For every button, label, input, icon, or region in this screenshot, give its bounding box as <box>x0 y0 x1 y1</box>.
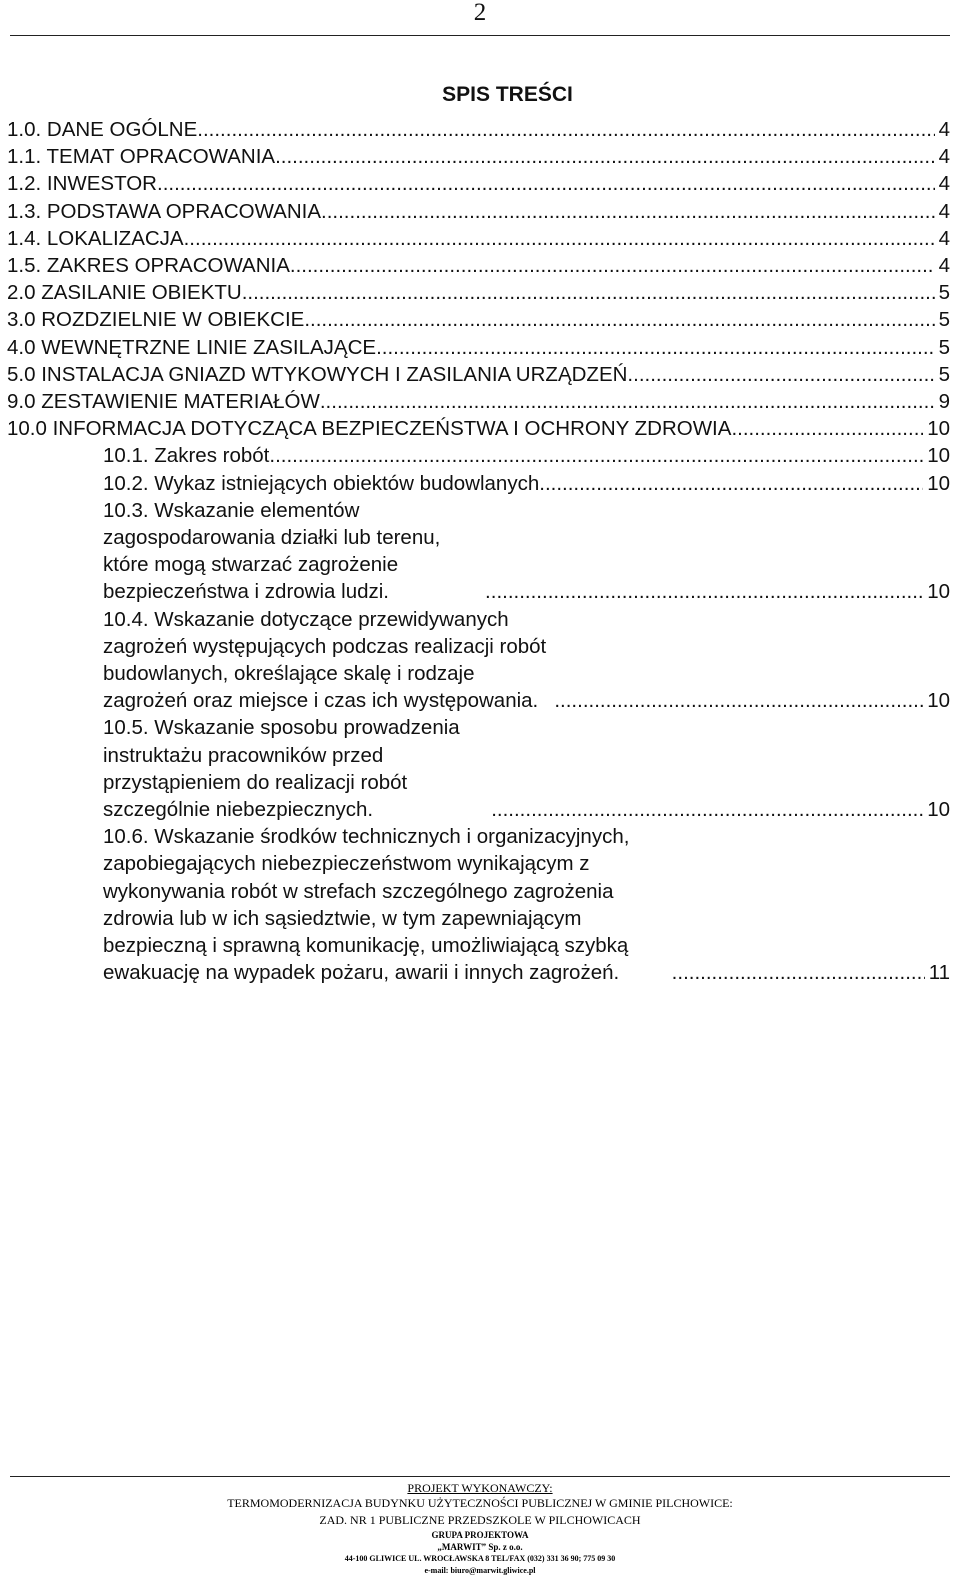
toc-leader-dots <box>275 442 923 469</box>
toc-entry-page: 5 <box>938 308 950 332</box>
toc-entry-page: 4 <box>938 145 950 169</box>
toc-entry-text: 5.0 INSTALACJA GNIAZD WTYKOWYCH I ZASILANIA URZĄDZEŃ <box>7 362 628 386</box>
toc-entry-page: 5 <box>938 362 950 386</box>
toc-entry-text: 1.1. TEMAT OPRACOWANIA <box>7 145 276 169</box>
toc-entry-text: 10.5. Wskazanie sposobu prowadzenia instruktażu pracowników przed przystąpieniem do realizacji robót szczególnie niebezpiecznych. <box>103 716 460 822</box>
footer-task: ZAD. NR 1 PUBLICZNE PRZEDSZKOLE W PILCHOWICACH <box>319 1513 641 1527</box>
toc-entry-page: 9 <box>938 390 950 414</box>
toc-entry[interactable] <box>7 606 950 715</box>
toc-entry-page: 10 <box>927 689 950 713</box>
toc-entry-text: 3.0 ROZDZIELNIE W OBIEKCIE <box>7 308 305 332</box>
footer-company-name: „MARWIT” Sp. z o.o. <box>437 1542 523 1552</box>
toc-entry-page: 4 <box>938 226 950 250</box>
toc-entry[interactable] <box>7 361 950 388</box>
toc-entry[interactable] <box>7 279 950 306</box>
toc-entry-text: 4.0 WEWNĘTRZNE LINIE ZASILAJĄCE <box>7 335 377 359</box>
toc-entry-text: 10.0 INFORMACJA DOTYCZĄCA BEZPIECZEŃSTWA I OCHRONY ZDROWIA <box>7 417 732 441</box>
toc-entry-page: 5 <box>938 281 950 305</box>
toc-entry[interactable] <box>7 497 950 606</box>
toc-entry-page: 4 <box>938 172 950 196</box>
toc-entry-text: 1.0. DANE OGÓLNE <box>7 118 198 141</box>
toc-entry-page: 10 <box>927 444 950 468</box>
toc-entry-text: 9.0 ZESTAWIENIE MATERIAŁÓW <box>7 390 320 414</box>
toc-leader-dots <box>627 361 934 388</box>
toc-leader-dots <box>672 959 925 986</box>
toc-leader-dots <box>184 225 935 252</box>
toc-entry-page: 4 <box>938 118 950 141</box>
footer <box>0 1481 960 1576</box>
toc-leader-dots <box>554 687 923 714</box>
toc-entry-text: 1.3. PODSTAWA OPRACOWANIA <box>7 199 322 223</box>
toc-entry[interactable] <box>7 823 950 986</box>
toc-entry-page: 10 <box>927 798 950 822</box>
toc-leader-dots <box>320 388 935 415</box>
toc-entry-text: 1.4. LOKALIZACJA <box>7 226 184 250</box>
toc-leader-dots <box>485 578 923 605</box>
toc-title: SPIS TREŚCI <box>442 83 573 106</box>
toc-entry-page: 4 <box>938 199 950 223</box>
header-divider <box>10 35 950 36</box>
toc-entry[interactable] <box>7 143 950 170</box>
table-of-contents <box>7 116 950 987</box>
toc-entry-text: 10.3. Wskazanie elementów zagospodarowania działki lub terenu, które mogą stwarzać zagrożenie bezpieczeństwa i zdrowia ludzi. <box>103 498 441 604</box>
toc-entry[interactable] <box>7 388 950 415</box>
toc-leader-dots <box>290 252 935 279</box>
toc-entry-text: 10.2. Wykaz istniejących obiektów budowlanych. <box>103 471 545 495</box>
page-number: 2 <box>473 0 487 26</box>
toc-entry[interactable] <box>7 252 950 279</box>
footer-project-title: TERMOMODERNIZACJA BUDYNKU UŻYTECZNOŚCI PUBLICZNEJ W GMINIE PILCHOWICE: <box>227 1496 733 1510</box>
toc-leader-dots <box>731 415 923 442</box>
toc-entry-text: 10.4. Wskazanie dotyczące przewidywanych zagrożeń występujących podczas realizacji robót budowlanych, określające skalę i rodzaje zagrożeń oraz miejsce i czas ich występowania. <box>103 607 547 713</box>
footer-address: 44-100 GLIWICE UL. WROCŁAWSKA 8 TEL/FAX (032) 331 36 90; 775 09 30 <box>344 1554 616 1563</box>
toc-entry-page: 10 <box>927 580 950 604</box>
toc-entry[interactable] <box>7 442 950 469</box>
toc-entry[interactable] <box>7 470 950 497</box>
footer-project-type: PROJEKT WYKONAWCZY: <box>407 1481 553 1495</box>
toc-entry[interactable] <box>7 198 950 225</box>
toc-leader-dots <box>304 306 934 333</box>
toc-leader-dots <box>197 116 934 143</box>
toc-entry-page: 10 <box>927 417 950 441</box>
toc-entry-page: 11 <box>928 961 950 985</box>
toc-entry[interactable] <box>7 334 950 361</box>
toc-entry-page: 10 <box>927 471 950 495</box>
toc-entry[interactable] <box>7 415 950 442</box>
footer-email: e-mail: biuro@marwit.gliwice.pl <box>424 1566 536 1575</box>
toc-entry-text: 2.0 ZASILANIE OBIEKTU <box>7 281 242 305</box>
toc-entry[interactable] <box>7 116 950 143</box>
toc-entry-text: 1.2. INWESTOR <box>7 172 157 196</box>
toc-leader-dots <box>275 143 935 170</box>
toc-entry-page: 5 <box>938 335 950 359</box>
toc-leader-dots <box>491 796 923 823</box>
toc-leader-dots <box>545 470 923 497</box>
toc-leader-dots <box>321 198 935 225</box>
toc-entry[interactable] <box>7 225 950 252</box>
toc-entry[interactable] <box>7 170 950 197</box>
toc-entry-text: 1.5. ZAKRES OPRACOWANIA <box>7 254 290 278</box>
footer-company-group: GRUPA PROJEKTOWA <box>431 1530 529 1540</box>
toc-leader-dots <box>376 334 935 361</box>
toc-entry[interactable] <box>7 306 950 333</box>
toc-entry[interactable] <box>7 714 950 823</box>
footer-divider <box>10 1476 950 1477</box>
toc-entry-text: 10.6. Wskazanie środków technicznych i organizacyjnych, zapobiegających niebezpieczeństwom wynikającym z wykonywania robót w strefach szczególnego zagrożenia zdrowia lub w ich sąsiedztwie, w tym zapewniającym bezpieczną i sprawną komunikację, umożliwiającą szybką ewakuację na wypadek pożaru, awarii i innych zagrożeń. <box>103 825 630 985</box>
toc-entry-page: 4 <box>938 254 950 278</box>
toc-leader-dots <box>242 279 935 306</box>
toc-leader-dots <box>157 170 935 197</box>
toc-entry-text: 10.1. Zakres robót. <box>103 444 276 468</box>
